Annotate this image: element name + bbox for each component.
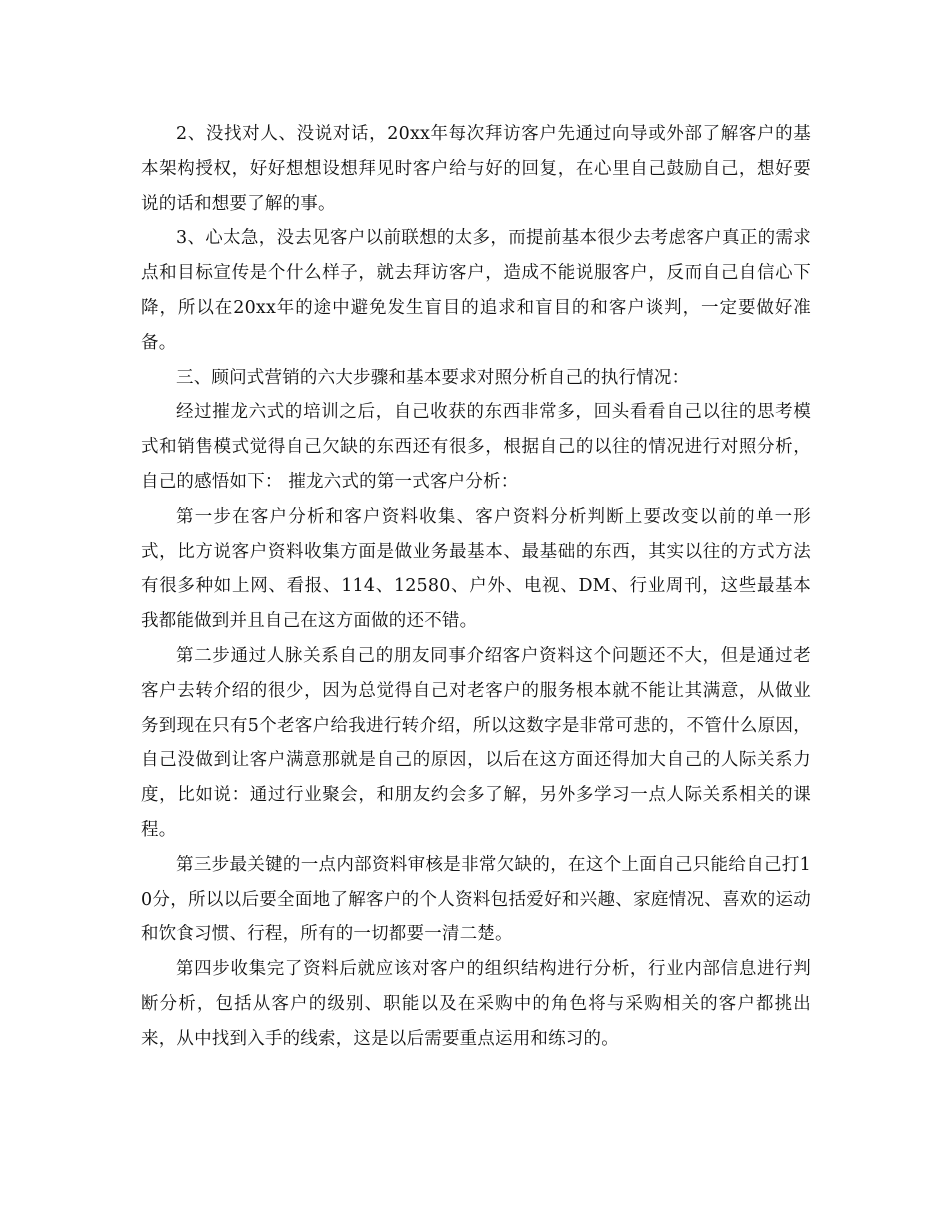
- paragraph-step-three: 第三步最关键的一点内部资料审核是非常欠缺的，在这个上面自己只能给自己打10分，所以以后要全面地了解客户的个人资料包括爱好和兴趣、家庭情况、喜欢的运动和饮食习惯、行程，所有的一切都要一清二楚。: [141, 854, 811, 945]
- paragraph-step-four: 第四步收集完了资料后就应该对客户的组织结构进行分析，行业内部信息进行判断分析，包括从客户的级别、职能以及在采购中的角色将与采购相关的客户都挑出来，从中找到入手的线索，这是以后需要重点运用和练习的。: [141, 959, 811, 1049]
- paragraph-training-reflection: 经过摧龙六式的培训之后，自己收获的东西非常多，回头看看自己以往的思考模式和销售模式觉得自己欠缺的东西还有很多，根据自己的以往的情况进行对照分析，自己的感悟如下： 摧龙六式的第一式客户分析：: [141, 402, 811, 492]
- section-heading-consultative-selling: 三、顾问式营销的六大步骤和基本要求对照分析自己的执行情况：: [176, 367, 690, 388]
- paragraph-item-2-wrong-person: 2、没找对人、没说对话，20xx年每次拜访客户先通过向导或外部了解客户的基本架构授权，好好想想设想拜见时客户给与好的回复，在心里自己鼓励自己，想好要说的话和想要了解的事。: [141, 124, 811, 214]
- document-body: [141, 117, 811, 1057]
- paragraph-step-two: 第二步通过人脉关系自己的朋友同事介绍客户资料这个问题还不大，但是通过老客户去转介绍的很少，因为总觉得自己对老客户的服务根本就不能让其满意，从做业务到现在只有5个老客户给我进行转介绍，所以这数字是非常可悲的，不管什么原因，自己没做到让客户满意那就是自己的原因，以后在这方面还得加大自己的人际关系力度，比如说：通过行业聚会，和朋友约会多了解，另外多学习一点人际关系相关的课程。: [141, 645, 811, 840]
- paragraph-step-one: 第一步在客户分析和客户资料收集、客户资料分析判断上要改变以前的单一形式，比方说客户资料收集方面是做业务最基本、最基础的东西，其实以往的方式方法有很多种如上网、看报、114、12580、户外、电视、DM、行业周刊，这些最基本我都能做到并且自己在这方面做的还不错。: [141, 506, 811, 632]
- paragraph-item-3-too-hasty: 3、心太急，没去见客户以前联想的太多，而提前基本很少去考虑客户真正的需求点和目标宣传是个什么样子，就去拜访客户，造成不能说服客户，反而自己自信心下降，所以在20xx年的途中避免发生盲目的追求和盲目的和客户谈判，一定要做好准备。: [141, 228, 811, 353]
